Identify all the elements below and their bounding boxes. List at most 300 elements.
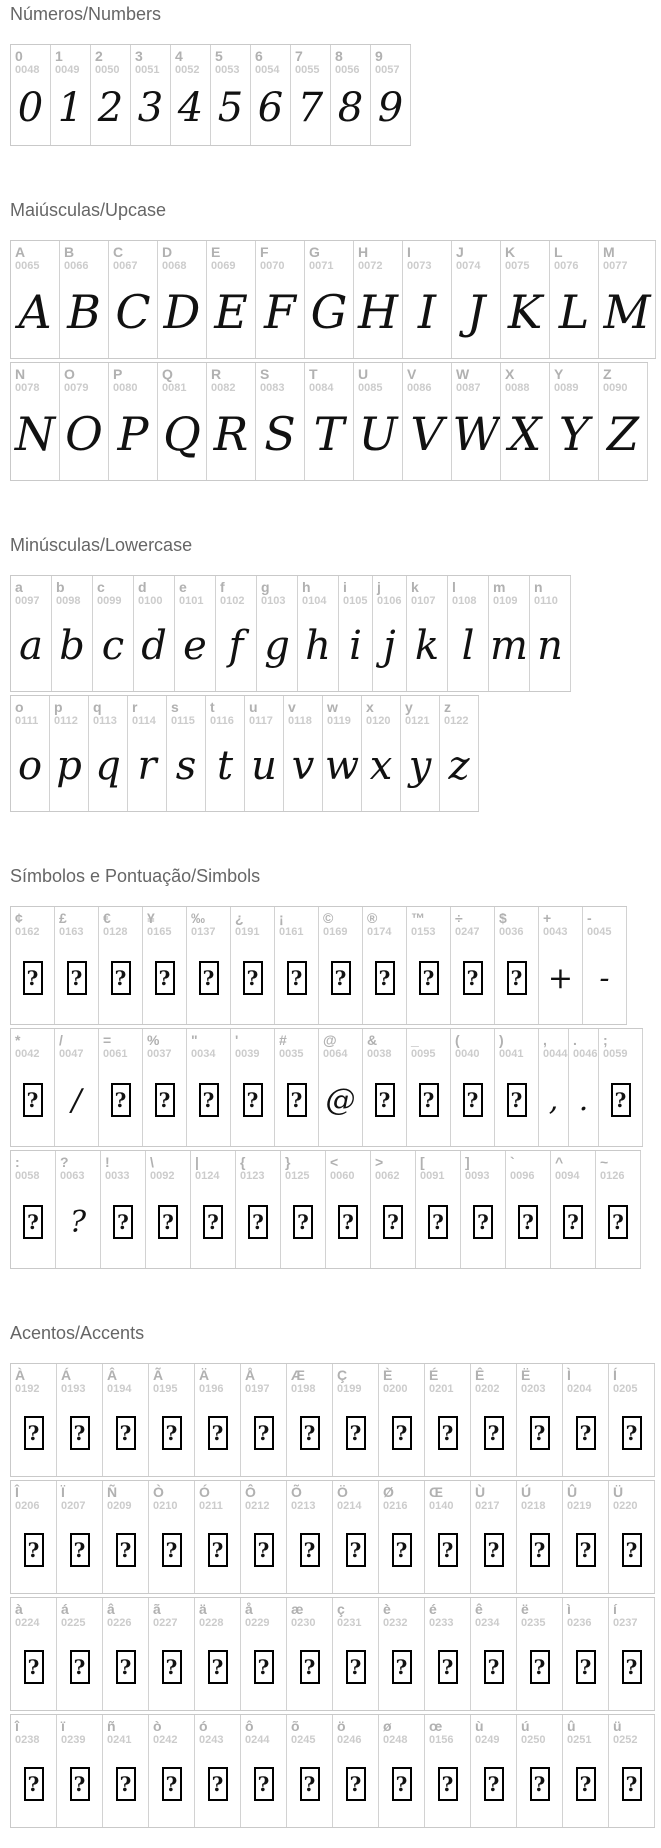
font-glyph: / <box>71 1082 82 1118</box>
cell-label <box>11 363 59 398</box>
notdef-question-mark: ? <box>158 1088 171 1112</box>
cell-unicode-index: 0226 <box>107 1617 132 1629</box>
cell-label <box>339 576 372 611</box>
glyph-cell-0229 <box>241 1598 287 1710</box>
cell-unicode-index: 0156 <box>429 1734 454 1746</box>
cell-label <box>401 696 439 731</box>
glyph-cell-0038 <box>363 1029 407 1146</box>
cell-unicode-index: 0106 <box>377 595 402 607</box>
cell-label <box>599 363 647 398</box>
glyph-cell-0108 <box>448 576 489 691</box>
glyph-cell-0070 <box>256 241 305 358</box>
notdef-question-mark: ? <box>625 1654 638 1679</box>
cell-unicode-index: 0064 <box>323 1048 348 1060</box>
notdef-question-mark: ? <box>162 1210 174 1234</box>
cell-character: à <box>15 1601 23 1617</box>
missing-glyph <box>241 1399 286 1476</box>
glyph-cell-0120 <box>362 696 401 811</box>
missing-glyph <box>517 1633 562 1710</box>
notdef-question-mark: ? <box>395 1654 408 1679</box>
cell-character: N <box>15 366 26 382</box>
glyph-grid-accents-row-3 <box>10 1597 655 1711</box>
missing-glyph <box>101 1186 145 1268</box>
missing-glyph <box>281 1186 325 1268</box>
cell-label <box>275 907 318 942</box>
glyph-cell-0116 <box>206 696 245 811</box>
notdef-box-icon <box>622 1416 642 1450</box>
cell-label <box>596 1151 640 1186</box>
notdef-question-mark: ? <box>27 1654 40 1679</box>
cell-label <box>501 363 549 398</box>
cell-character: Æ <box>291 1367 305 1383</box>
notdef-box-icon <box>23 1205 43 1239</box>
cell-unicode-index: 0242 <box>153 1734 178 1746</box>
cell-unicode-index: 0033 <box>105 1170 130 1182</box>
cell-character: Ú <box>521 1484 532 1500</box>
cell-character: ( <box>455 1032 460 1048</box>
cell-character: ; <box>603 1032 608 1048</box>
missing-glyph <box>609 1399 654 1476</box>
cell-label <box>143 907 186 942</box>
cell-unicode-index: 0250 <box>521 1734 546 1746</box>
glyph-cell-0249 <box>471 1715 517 1827</box>
cell-unicode-index: 0046 <box>573 1048 598 1060</box>
notdef-question-mark: ? <box>487 1654 500 1679</box>
font-glyph: C <box>115 285 151 339</box>
cell-unicode-index: 0041 <box>499 1048 524 1060</box>
cell-character: ò <box>153 1718 162 1734</box>
missing-glyph <box>231 942 274 1024</box>
notdef-question-mark: ? <box>432 1210 444 1234</box>
cell-unicode-index: 0247 <box>455 926 480 938</box>
notdef-question-mark: ? <box>612 1210 624 1234</box>
cell-label <box>195 1481 240 1516</box>
cell-label <box>551 1151 595 1186</box>
cell-label <box>149 1364 194 1399</box>
cell-unicode-index: 0245 <box>291 1734 316 1746</box>
notdef-question-mark: ? <box>27 1210 39 1234</box>
cell-unicode-index: 0068 <box>162 260 187 272</box>
cell-label <box>131 45 170 80</box>
notdef-question-mark: ? <box>349 1771 362 1796</box>
missing-glyph <box>471 1399 516 1476</box>
cell-unicode-index: 0209 <box>107 1500 132 1512</box>
font-glyph: 9 <box>377 84 404 131</box>
notdef-question-mark: ? <box>73 1420 86 1445</box>
notdef-box-icon <box>208 1533 228 1567</box>
cell-unicode-index: 0074 <box>456 260 481 272</box>
cell-label <box>109 363 157 398</box>
cell-unicode-index: 0198 <box>291 1383 316 1395</box>
notdef-question-mark: ? <box>303 1420 316 1445</box>
glyph-cell-0115 <box>167 696 206 811</box>
notdef-question-mark: ? <box>290 1088 303 1112</box>
missing-glyph <box>103 1750 148 1827</box>
notdef-box-icon <box>70 1650 90 1684</box>
glyph-cell-0094 <box>551 1151 596 1268</box>
glyph-cell-0225 <box>57 1598 103 1710</box>
font-glyph: L <box>558 285 590 339</box>
cell-label <box>55 907 98 942</box>
notdef-box-icon <box>530 1416 550 1450</box>
notdef-box-icon <box>392 1650 412 1684</box>
cell-character: L <box>554 244 563 260</box>
cell-unicode-index: 0039 <box>235 1048 260 1060</box>
glyph-cell-0195 <box>149 1364 195 1476</box>
glyph-cell-0079 <box>60 363 109 480</box>
cell-character: Î <box>15 1484 19 1500</box>
missing-glyph <box>195 1516 240 1593</box>
cell-character: Y <box>554 366 564 382</box>
cell-label <box>371 1151 415 1186</box>
font-glyph: P <box>117 407 149 461</box>
glyph-cell-0242 <box>149 1715 195 1827</box>
cell-unicode-index: 0078 <box>15 382 40 394</box>
missing-glyph <box>471 1750 516 1827</box>
font-glyph: F <box>264 285 296 339</box>
cell-label <box>569 1029 598 1064</box>
cell-label <box>171 45 210 80</box>
cell-character: Ë <box>521 1367 531 1383</box>
cell-unicode-index: 0169 <box>323 926 348 938</box>
cell-unicode-index: 0165 <box>147 926 172 938</box>
cell-character: G <box>309 244 320 260</box>
notdef-box-icon <box>608 1205 628 1239</box>
glyph-cell-0114 <box>128 696 167 811</box>
missing-glyph <box>506 1186 550 1268</box>
notdef-question-mark: ? <box>303 1654 316 1679</box>
cell-label <box>128 696 166 731</box>
notdef-question-mark: ? <box>441 1771 454 1796</box>
font-glyph: Z <box>607 407 639 461</box>
cell-unicode-index: 0109 <box>493 595 518 607</box>
cell-unicode-index: 0037 <box>147 1048 172 1060</box>
cell-character: ç <box>337 1601 345 1617</box>
font-glyph: E <box>214 285 248 339</box>
notdef-question-mark: ? <box>349 1420 362 1445</box>
cell-label <box>60 363 108 398</box>
cell-label <box>517 1364 562 1399</box>
glyph-grid-accents-row-4 <box>10 1714 655 1828</box>
notdef-box-icon <box>155 961 175 995</box>
glyph-cell-0075 <box>501 241 550 358</box>
notdef-question-mark: ? <box>165 1420 178 1445</box>
cell-unicode-index: 0098 <box>56 595 81 607</box>
font-glyph: N <box>14 407 56 461</box>
cell-label <box>326 1151 370 1186</box>
notdef-box-icon <box>346 1533 366 1567</box>
cell-unicode-index: 0217 <box>475 1500 500 1512</box>
cell-character: { <box>240 1154 246 1170</box>
cell-unicode-index: 0110 <box>534 595 558 607</box>
missing-glyph <box>11 1399 56 1476</box>
font-glyph: b <box>59 623 85 669</box>
cell-character: < <box>330 1154 339 1170</box>
glyph-grid-upper-row-2 <box>10 362 648 481</box>
cell-character: J <box>456 244 464 260</box>
cell-unicode-index: 0099 <box>97 595 122 607</box>
cell-unicode-index: 0205 <box>613 1383 638 1395</box>
notdef-box-icon <box>576 1533 596 1567</box>
notdef-box-icon <box>293 1205 313 1239</box>
notdef-box-icon <box>507 961 527 995</box>
glyph-cell-0191 <box>231 907 275 1024</box>
glyph-cell-0087 <box>452 363 501 480</box>
notdef-box-icon <box>158 1205 178 1239</box>
missing-glyph <box>149 1516 194 1593</box>
cell-character: F <box>260 244 269 260</box>
cell-character: > <box>375 1154 384 1170</box>
cell-label <box>599 1029 642 1064</box>
cell-unicode-index: 0083 <box>260 382 285 394</box>
cell-label <box>281 1151 325 1186</box>
cell-label <box>323 696 361 731</box>
notdef-question-mark: ? <box>625 1420 638 1445</box>
notdef-box-icon <box>199 961 219 995</box>
glyph-cell-0245 <box>287 1715 333 1827</box>
cell-label <box>425 1481 470 1516</box>
missing-glyph <box>57 1516 102 1593</box>
missing-glyph <box>563 1399 608 1476</box>
cell-label <box>134 576 174 611</box>
missing-glyph <box>236 1186 280 1268</box>
notdef-question-mark: ? <box>211 1771 224 1796</box>
cell-label <box>57 1364 102 1399</box>
cell-unicode-index: 0070 <box>260 260 285 272</box>
notdef-question-mark: ? <box>73 1654 86 1679</box>
cell-character: V <box>407 366 417 382</box>
glyph-cell-0153 <box>407 907 451 1024</box>
cell-label <box>363 1029 406 1064</box>
notdef-box-icon <box>254 1767 274 1801</box>
notdef-question-mark: ? <box>579 1420 592 1445</box>
cell-character: 4 <box>175 48 183 64</box>
glyph-cell-0052 <box>171 45 211 145</box>
cell-character: Á <box>61 1367 72 1383</box>
missing-glyph <box>517 1516 562 1593</box>
cell-label <box>379 1481 424 1516</box>
glyph-cell-0204 <box>563 1364 609 1476</box>
cell-unicode-index: 0239 <box>61 1734 86 1746</box>
cell-label <box>11 1481 56 1516</box>
cell-label <box>287 1598 332 1633</box>
section-title-accents: Acentos/Accents <box>10 1323 145 1343</box>
cell-label <box>599 241 655 276</box>
glyph-cell-0219 <box>563 1481 609 1593</box>
font-glyph: c <box>101 623 125 669</box>
cell-character: % <box>147 1032 160 1048</box>
cell-unicode-index: 0115 <box>171 715 195 727</box>
cell-character: & <box>367 1032 378 1048</box>
cell-label <box>452 241 500 276</box>
cell-label <box>158 241 206 276</box>
cell-character: Â <box>107 1367 118 1383</box>
glyph-cell-0128 <box>99 907 143 1024</box>
notdef-box-icon <box>438 1416 458 1450</box>
cell-label <box>11 1598 56 1633</box>
cell-label <box>57 1715 102 1750</box>
font-glyph: v <box>291 743 315 789</box>
cell-label <box>231 907 274 942</box>
cell-label <box>52 576 92 611</box>
missing-glyph <box>57 1750 102 1827</box>
notdef-question-mark: ? <box>349 1537 362 1562</box>
font-glyph: g <box>264 623 290 669</box>
glyph-cell-0036 <box>495 907 539 1024</box>
glyph-cell-0119 <box>323 696 362 811</box>
cell-unicode-index: 0056 <box>335 64 360 76</box>
cell-character: M <box>603 244 615 260</box>
cell-unicode-index: 0234 <box>475 1617 500 1629</box>
missing-glyph <box>287 1516 332 1593</box>
notdef-box-icon <box>116 1650 136 1684</box>
cell-label <box>195 1598 240 1633</box>
glyph-cell-0051 <box>131 45 171 145</box>
glyph-cell-0140 <box>425 1481 471 1593</box>
cell-label <box>158 363 206 398</box>
glyph-cell-0174 <box>363 907 407 1024</box>
glyph-cell-0230 <box>287 1598 333 1710</box>
cell-label <box>195 1715 240 1750</box>
glyph-cell-0198 <box>287 1364 333 1476</box>
cell-label <box>149 1598 194 1633</box>
missing-glyph <box>551 1186 595 1268</box>
notdef-box-icon <box>518 1205 538 1239</box>
glyph-grid-upper-row-1 <box>10 240 656 359</box>
missing-glyph <box>195 1399 240 1476</box>
glyph-cell-0084 <box>305 363 354 480</box>
notdef-question-mark: ? <box>487 1420 500 1445</box>
cell-character: u <box>249 699 258 715</box>
cell-label <box>452 363 500 398</box>
glyph-cell-0210 <box>149 1481 195 1593</box>
notdef-question-mark: ? <box>625 1771 638 1796</box>
cell-unicode-index: 0235 <box>521 1617 546 1629</box>
cell-character: 2 <box>95 48 103 64</box>
missing-glyph <box>471 1516 516 1593</box>
notdef-question-mark: ? <box>114 966 127 990</box>
cell-character: ã <box>153 1601 161 1617</box>
cell-unicode-index: 0114 <box>132 715 156 727</box>
notdef-question-mark: ? <box>27 1771 40 1796</box>
cell-unicode-index: 0091 <box>420 1170 445 1182</box>
notdef-question-mark: ? <box>614 1088 627 1112</box>
cell-unicode-index: 0093 <box>465 1170 490 1182</box>
cell-character: s <box>171 699 179 715</box>
cell-character: * <box>15 1032 21 1048</box>
missing-glyph <box>241 1516 286 1593</box>
glyph-cell-0071 <box>305 241 354 358</box>
cell-unicode-index: 0140 <box>429 1500 454 1512</box>
glyph-cell-0214 <box>333 1481 379 1593</box>
notdef-box-icon <box>563 1205 583 1239</box>
cell-unicode-index: 0040 <box>455 1048 480 1060</box>
glyph-cell-0156 <box>425 1715 471 1827</box>
cell-character: b <box>56 579 65 595</box>
notdef-box-icon <box>338 1205 358 1239</box>
cell-unicode-index: 0193 <box>61 1383 86 1395</box>
cell-unicode-index: 0050 <box>95 64 120 76</box>
notdef-box-icon <box>484 1650 504 1684</box>
cell-unicode-index: 0057 <box>375 64 400 76</box>
cell-character: Ç <box>337 1367 348 1383</box>
glyph-cell-0244 <box>241 1715 287 1827</box>
glyph-cell-0058 <box>11 1151 56 1268</box>
cell-unicode-index: 0192 <box>15 1383 40 1395</box>
notdef-question-mark: ? <box>466 966 479 990</box>
cell-label <box>103 1364 148 1399</box>
notdef-question-mark: ? <box>211 1654 224 1679</box>
notdef-box-icon <box>70 1533 90 1567</box>
cell-unicode-index: 0118 <box>288 715 312 727</box>
notdef-question-mark: ? <box>252 1210 264 1234</box>
notdef-box-icon <box>243 961 263 995</box>
font-glyph: f <box>228 623 244 669</box>
glyph-cell-0193 <box>57 1364 103 1476</box>
cell-label <box>563 1715 608 1750</box>
cell-unicode-index: 0065 <box>15 260 40 272</box>
missing-glyph <box>149 1633 194 1710</box>
notdef-question-mark: ? <box>441 1537 454 1562</box>
font-glyph: 2 <box>97 84 124 131</box>
cell-unicode-index: 0058 <box>15 1170 40 1182</box>
glyph-cell-0055 <box>291 45 331 145</box>
font-glyph: 1 <box>57 84 84 131</box>
notdef-box-icon <box>254 1650 274 1684</box>
font-glyph: h <box>305 623 331 669</box>
glyph-cell-0250 <box>517 1715 563 1827</box>
glyph-grid-lower-row-2 <box>10 695 479 812</box>
cell-label <box>206 696 244 731</box>
cell-unicode-index: 0174 <box>367 926 392 938</box>
cell-character: T <box>309 366 318 382</box>
cell-label <box>257 576 297 611</box>
cell-unicode-index: 0073 <box>407 260 432 272</box>
cell-character: é <box>429 1601 437 1617</box>
font-glyph: Q <box>163 407 201 461</box>
cell-unicode-index: 0036 <box>499 926 524 938</box>
glyph-cell-0064 <box>319 1029 363 1146</box>
cell-character: Ò <box>153 1484 164 1500</box>
cell-unicode-index: 0071 <box>309 260 334 272</box>
cell-label <box>11 696 49 731</box>
cell-character: ™ <box>411 910 425 926</box>
cell-character: È <box>383 1367 393 1383</box>
cell-unicode-index: 0153 <box>411 926 436 938</box>
cell-character: 8 <box>335 48 343 64</box>
cell-character: C <box>113 244 124 260</box>
cell-character: h <box>302 579 311 595</box>
cell-character: # <box>279 1032 287 1048</box>
cell-unicode-index: 0034 <box>191 1048 216 1060</box>
cell-label <box>407 907 450 942</box>
glyph-cell-0246 <box>333 1715 379 1827</box>
font-glyph: I <box>417 285 437 339</box>
cell-unicode-index: 0251 <box>567 1734 592 1746</box>
glyph-cell-0227 <box>149 1598 195 1710</box>
missing-glyph <box>326 1186 370 1268</box>
cell-unicode-index: 0054 <box>255 64 280 76</box>
cell-unicode-index: 0047 <box>59 1048 84 1060</box>
cell-character: ä <box>199 1601 207 1617</box>
notdef-question-mark: ? <box>257 1771 270 1796</box>
cell-character: y <box>405 699 413 715</box>
cell-unicode-index: 0224 <box>15 1617 40 1629</box>
glyph-cell-0090 <box>599 363 648 480</box>
font-glyph: i <box>349 623 362 669</box>
cell-character: / <box>59 1032 63 1048</box>
font-glyph: t <box>216 743 234 789</box>
